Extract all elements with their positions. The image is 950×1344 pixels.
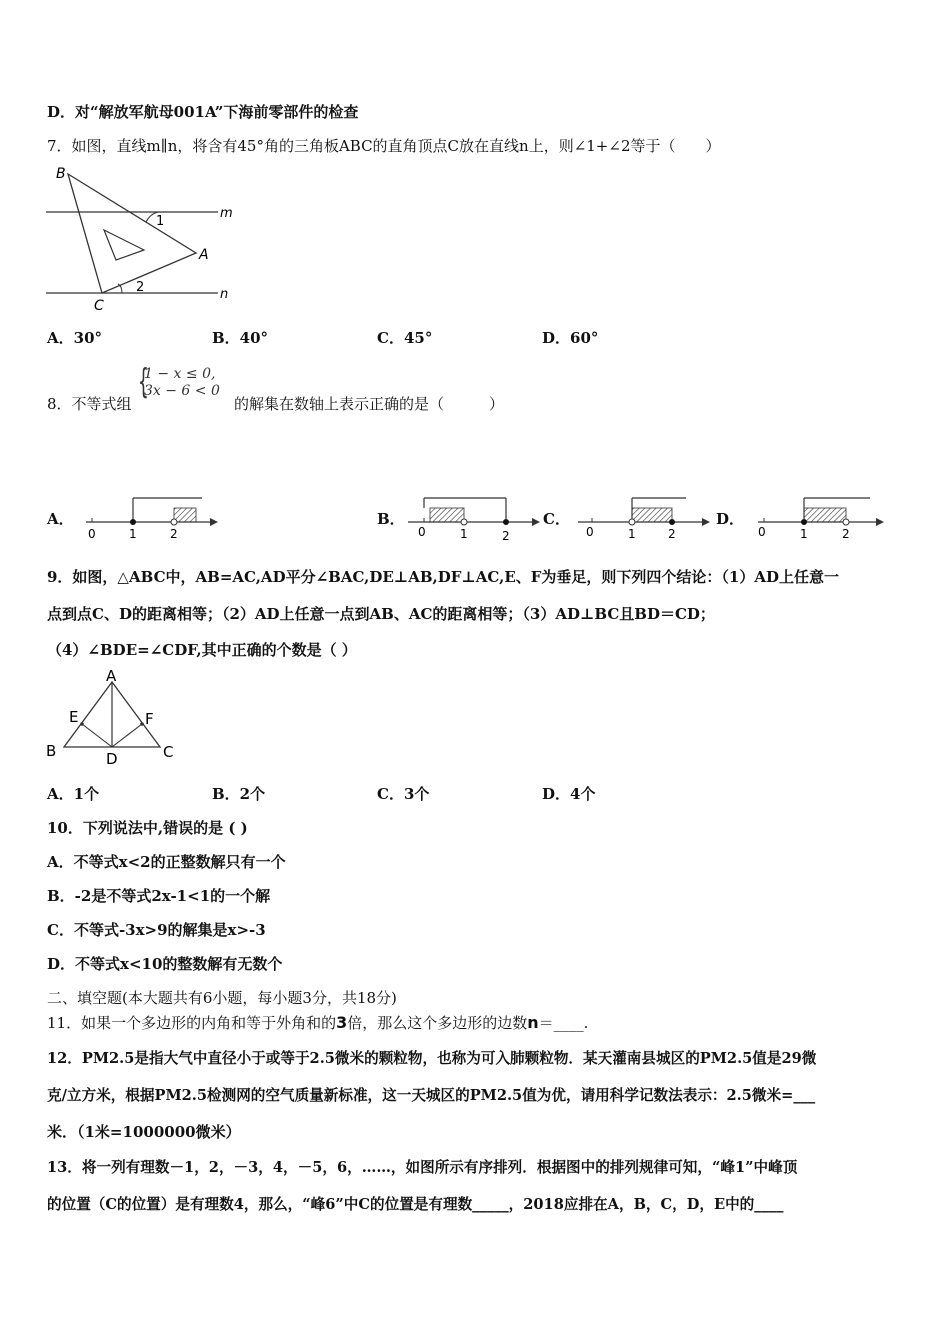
q10-option-d: D．不等式x<10的整数解有无数个: [47, 955, 283, 973]
section-2-title: 二、填空题(本大题共有6小题，每小题3分，共18分): [47, 989, 397, 1007]
q8-inequality-2: 3x − 6 < 0: [144, 383, 220, 399]
label-n: n: [220, 287, 229, 302]
tick-0: 0: [586, 525, 594, 539]
q10-option-a: A．不等式x<2的正整数解只有一个: [47, 853, 286, 871]
segment-df: [112, 724, 142, 747]
q8-stem-suffix: 的解集在数轴上表示正确的是（ ）: [234, 395, 505, 413]
label-2: 2: [136, 280, 145, 295]
q11-pre: 11．如果一个多边形的内角和等于外角和的: [47, 1014, 337, 1032]
q11-post: ＝____.: [538, 1014, 589, 1032]
q7-option-a: A．30°: [47, 329, 103, 347]
label-m: m: [220, 206, 233, 221]
q11-n: n: [527, 1013, 539, 1032]
q11-mid: 倍，那么这个多边形的边数: [347, 1014, 528, 1032]
q10-stem: 10．下列说法中,错误的是 ( ): [47, 819, 248, 837]
tick-1: 1: [628, 527, 636, 541]
segment-de: [82, 724, 112, 747]
tick-0: 0: [88, 527, 96, 541]
label-e: E: [69, 708, 79, 726]
q9-stem-line2: 点到点C、D的距离相等；（2）AD上任意一点到AB、AC的距离相等；（3）AD⊥BC且BD＝CD；: [47, 605, 715, 623]
tick-0: 0: [418, 525, 426, 539]
tick-2: 2: [170, 527, 178, 541]
q9-option-d: D．4个: [542, 785, 596, 803]
q7-stem: 7．如图，直线m∥n，将含有45°角的三角板ABC的直角顶点C放在直线n上，则∠1+∠2等于（ ）: [47, 137, 721, 155]
q12-stem-line2: 克/立方米，根据PM2.5检测网的空气质量新标准，这一天城区的PM2.5值为优，请用科学记数法表示：2.5微米=___: [47, 1087, 816, 1104]
q13-stem-line2: 的位置（C的位置）是有理数4，那么，“峰6”中C的位置是有理数_____，2018应排在A，B，C，D，E中的____: [47, 1196, 784, 1213]
q9-option-c: C．3个: [377, 785, 430, 803]
q10-option-b: B．-2是不等式2x-1<1的一个解: [47, 887, 271, 905]
triangle-abc: [68, 174, 196, 293]
q7-figure: [42, 160, 242, 315]
label-a: A: [199, 247, 209, 263]
q7-option-c: C．45°: [377, 329, 433, 347]
label-c: C: [163, 743, 174, 761]
q8-inequality-1: 1 − x ≤ 0,: [144, 366, 216, 382]
q8-option-b-numberline: [402, 490, 544, 542]
label-f: F: [145, 710, 154, 728]
q8-option-d-letter: D．: [716, 510, 745, 528]
q11-stem: [47, 1013, 588, 1033]
tick-1: 1: [460, 527, 468, 541]
q10-option-c: C．不等式-3x>9的解集是x>-3: [47, 921, 266, 939]
q8-system-brace: {: [138, 362, 149, 402]
tick-0: 0: [758, 525, 766, 539]
q8-option-c-numberline: [572, 490, 714, 542]
q8-option-a-letter: A．: [47, 510, 74, 528]
label-c: C: [94, 298, 104, 314]
q12-stem-line3: 米．（1米=1000000微米）: [47, 1123, 241, 1141]
label-b: B: [56, 166, 66, 182]
q8-option-a-numberline: [80, 490, 220, 542]
q8-option-b-letter: B．: [377, 510, 405, 528]
q7-option-d: D．60°: [542, 329, 599, 347]
q8-inequality-system: [144, 366, 220, 400]
q11-three: 3: [336, 1013, 348, 1032]
q8-option-c-letter: C．: [543, 510, 570, 528]
q9-stem-line1: 9．如图，△ABC中，AB=AC,AD平分∠BAC,DE⊥AB,DF⊥AC,E、F为垂足，则下列四个结论：（1）AD上任意一: [47, 568, 839, 586]
triangle-inner: [104, 230, 144, 260]
tick-2: 2: [842, 527, 850, 541]
q9-figure: [44, 668, 184, 770]
label-1: 1: [156, 214, 165, 229]
q6-option-d: D．对“解放军航母001A”下海前零部件的检查: [47, 103, 359, 121]
tick-1: 1: [129, 527, 137, 541]
tick-2: 2: [502, 529, 510, 542]
label-a: A: [106, 668, 117, 685]
q8-stem-prefix: 8．不等式组: [47, 395, 132, 413]
label-d: D: [106, 750, 118, 768]
q12-stem-line1: 12．PM2.5是指大气中直径小于或等于2.5微米的颗粒物，也称为可入肺颗粒物．某天灌南县城区的PM2.5值是29微: [47, 1050, 817, 1067]
q7-option-b: B．40°: [212, 329, 269, 347]
q9-stem-line3: （4）∠BDE=∠CDF,其中正确的个数是（ ）: [47, 641, 357, 659]
q9-option-b: B．2个: [212, 785, 266, 803]
tick-2: 2: [668, 527, 676, 541]
q9-option-a: A．1个: [47, 785, 100, 803]
label-b: B: [46, 742, 57, 760]
q13-stem-line1: 13．将一列有理数－1，2，－3，4，－5，6，……，如图所示有序排列．根据图中的排列规律可知，“峰1”中峰顶: [47, 1159, 798, 1176]
q8-option-d-numberline: [752, 490, 888, 542]
tick-1: 1: [800, 527, 808, 541]
